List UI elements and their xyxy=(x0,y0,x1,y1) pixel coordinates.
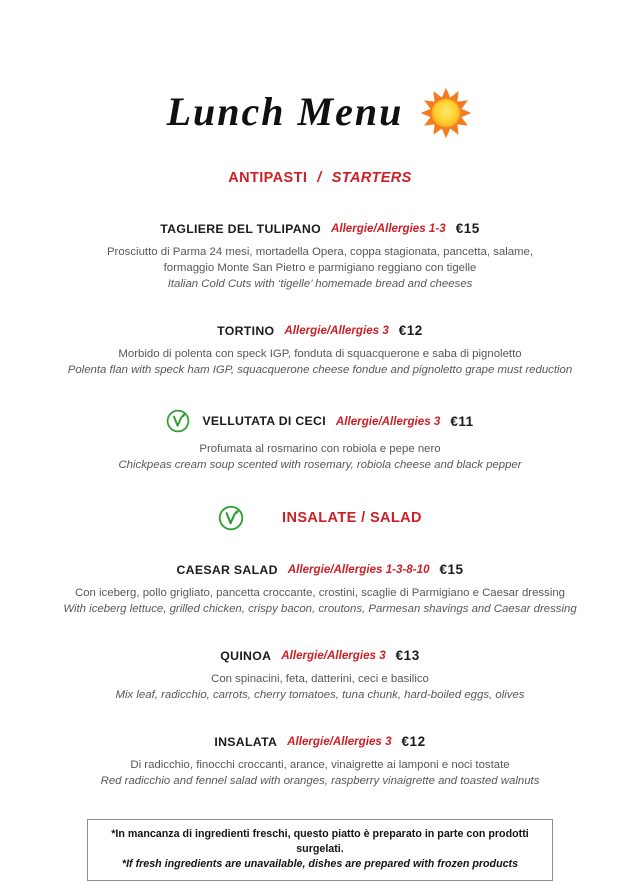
menu-item-caesar-salad xyxy=(0,562,640,617)
section-heading-separator: / xyxy=(317,170,322,186)
item-allergies: Allergie/Allergies 3 xyxy=(335,414,441,428)
item-description-en: Mix leaf, radicchio, carrots, cherry tomatoes, tuna chunk, hard-boiled eggs, olives xyxy=(115,689,525,701)
item-allergies: Allergie/Allergies 1-3-8-10 xyxy=(287,563,430,576)
menu-title-row xyxy=(0,82,640,140)
item-description-en: Polenta flan with speck ham IGP, squacquerone cheese fondue and pignoletto grape must reduction xyxy=(67,364,573,376)
item-description-en: Italian Cold Cuts with ‘tigelle’ homemade bread and cheeses xyxy=(167,278,473,290)
item-description-en: Chickpeas cream soup scented with rosemary, robiola cheese and black pepper xyxy=(118,459,522,471)
menu-item-insalata xyxy=(0,734,640,789)
item-description-it: Con iceberg, pollo grigliato, pancetta croccante, crostini, scaglie di Parmigiano e Caesar dressing xyxy=(74,587,566,599)
section-heading-it: ANTIPASTI xyxy=(228,170,308,186)
page-title: Lunch Menu xyxy=(166,88,404,134)
section-heading-separator: / xyxy=(361,510,366,526)
item-price: €12 xyxy=(398,323,423,338)
section-heading-en: STARTERS xyxy=(331,170,412,186)
section-heading-antipasti xyxy=(0,170,640,186)
item-description-it: Di radicchio, finocchi croccanti, arance, vinaigrette ai lamponi e noci tostate xyxy=(130,759,510,771)
section-heading-en: SALAD xyxy=(369,510,422,526)
item-header xyxy=(0,409,640,433)
veg-v-leaf-icon xyxy=(166,409,190,433)
disclaimer-line-it: *In mancanza di ingredienti freschi, questo piatto è preparato in parte con prodotti surgelati. xyxy=(111,828,529,855)
item-description-it: Profumata al rosmarino con robiola e pepe nero xyxy=(199,443,441,455)
item-name: TAGLIERE DEL TULIPANO xyxy=(160,221,321,236)
item-allergies: Allergie/Allergies 3 xyxy=(284,324,389,337)
section-heading-it: INSALATE xyxy=(282,510,357,526)
disclaimer-line-en: *If fresh ingredients are unavailable, dishes are prepared with frozen products xyxy=(121,858,519,870)
item-header xyxy=(0,323,640,338)
item-name: INSALATA xyxy=(214,734,278,749)
item-description-it: Morbido di polenta con speck IGP, fonduta di squacquerone e saba di pignoletto xyxy=(118,348,522,360)
menu-item-vellutata xyxy=(0,409,640,473)
item-price: €12 xyxy=(401,734,426,749)
item-description-it: Con spinacini, feta, datterini, ceci e basilico xyxy=(211,673,429,685)
item-price: €15 xyxy=(455,221,480,236)
item-price: €11 xyxy=(450,413,474,429)
section-heading-text xyxy=(282,510,422,526)
item-header xyxy=(0,734,640,749)
item-allergies: Allergie/Allergies 3 xyxy=(281,649,386,662)
item-price: €15 xyxy=(439,562,464,577)
menu-item-tagliere xyxy=(0,221,640,292)
menu-item-tortino xyxy=(0,323,640,378)
item-description-en: Red radicchio and fennel salad with oranges, raspberry vinaigrette and toasted walnuts xyxy=(100,775,540,787)
item-header xyxy=(0,221,640,236)
item-name: VELLUTATA DI CECI xyxy=(202,414,326,428)
veg-v-leaf-icon xyxy=(218,505,244,531)
item-header xyxy=(0,562,640,577)
item-allergies: Allergie/Allergies 3 xyxy=(287,735,392,748)
item-header xyxy=(0,648,640,663)
item-allergies: Allergie/Allergies 1-3 xyxy=(330,222,446,235)
item-description-en: With iceberg lettuce, grilled chicken, crispy bacon, croutons, Parmesan shavings and Caesar dressing xyxy=(63,603,577,615)
frozen-products-disclaimer xyxy=(87,819,553,881)
item-name: CAESAR SALAD xyxy=(176,562,278,577)
item-price: €13 xyxy=(395,648,420,663)
item-name: QUINOA xyxy=(220,648,272,663)
item-name: TORTINO xyxy=(217,323,275,338)
sun-icon xyxy=(419,86,473,140)
menu-item-quinoa xyxy=(0,648,640,703)
item-description-it: Prosciutto di Parma 24 mesi, mortadella Opera, coppa stagionata, pancetta, salame, formaggio Monte San Pietro e parmigiano reggiano con tigelle xyxy=(106,246,534,274)
section-heading-insalate xyxy=(0,505,640,531)
